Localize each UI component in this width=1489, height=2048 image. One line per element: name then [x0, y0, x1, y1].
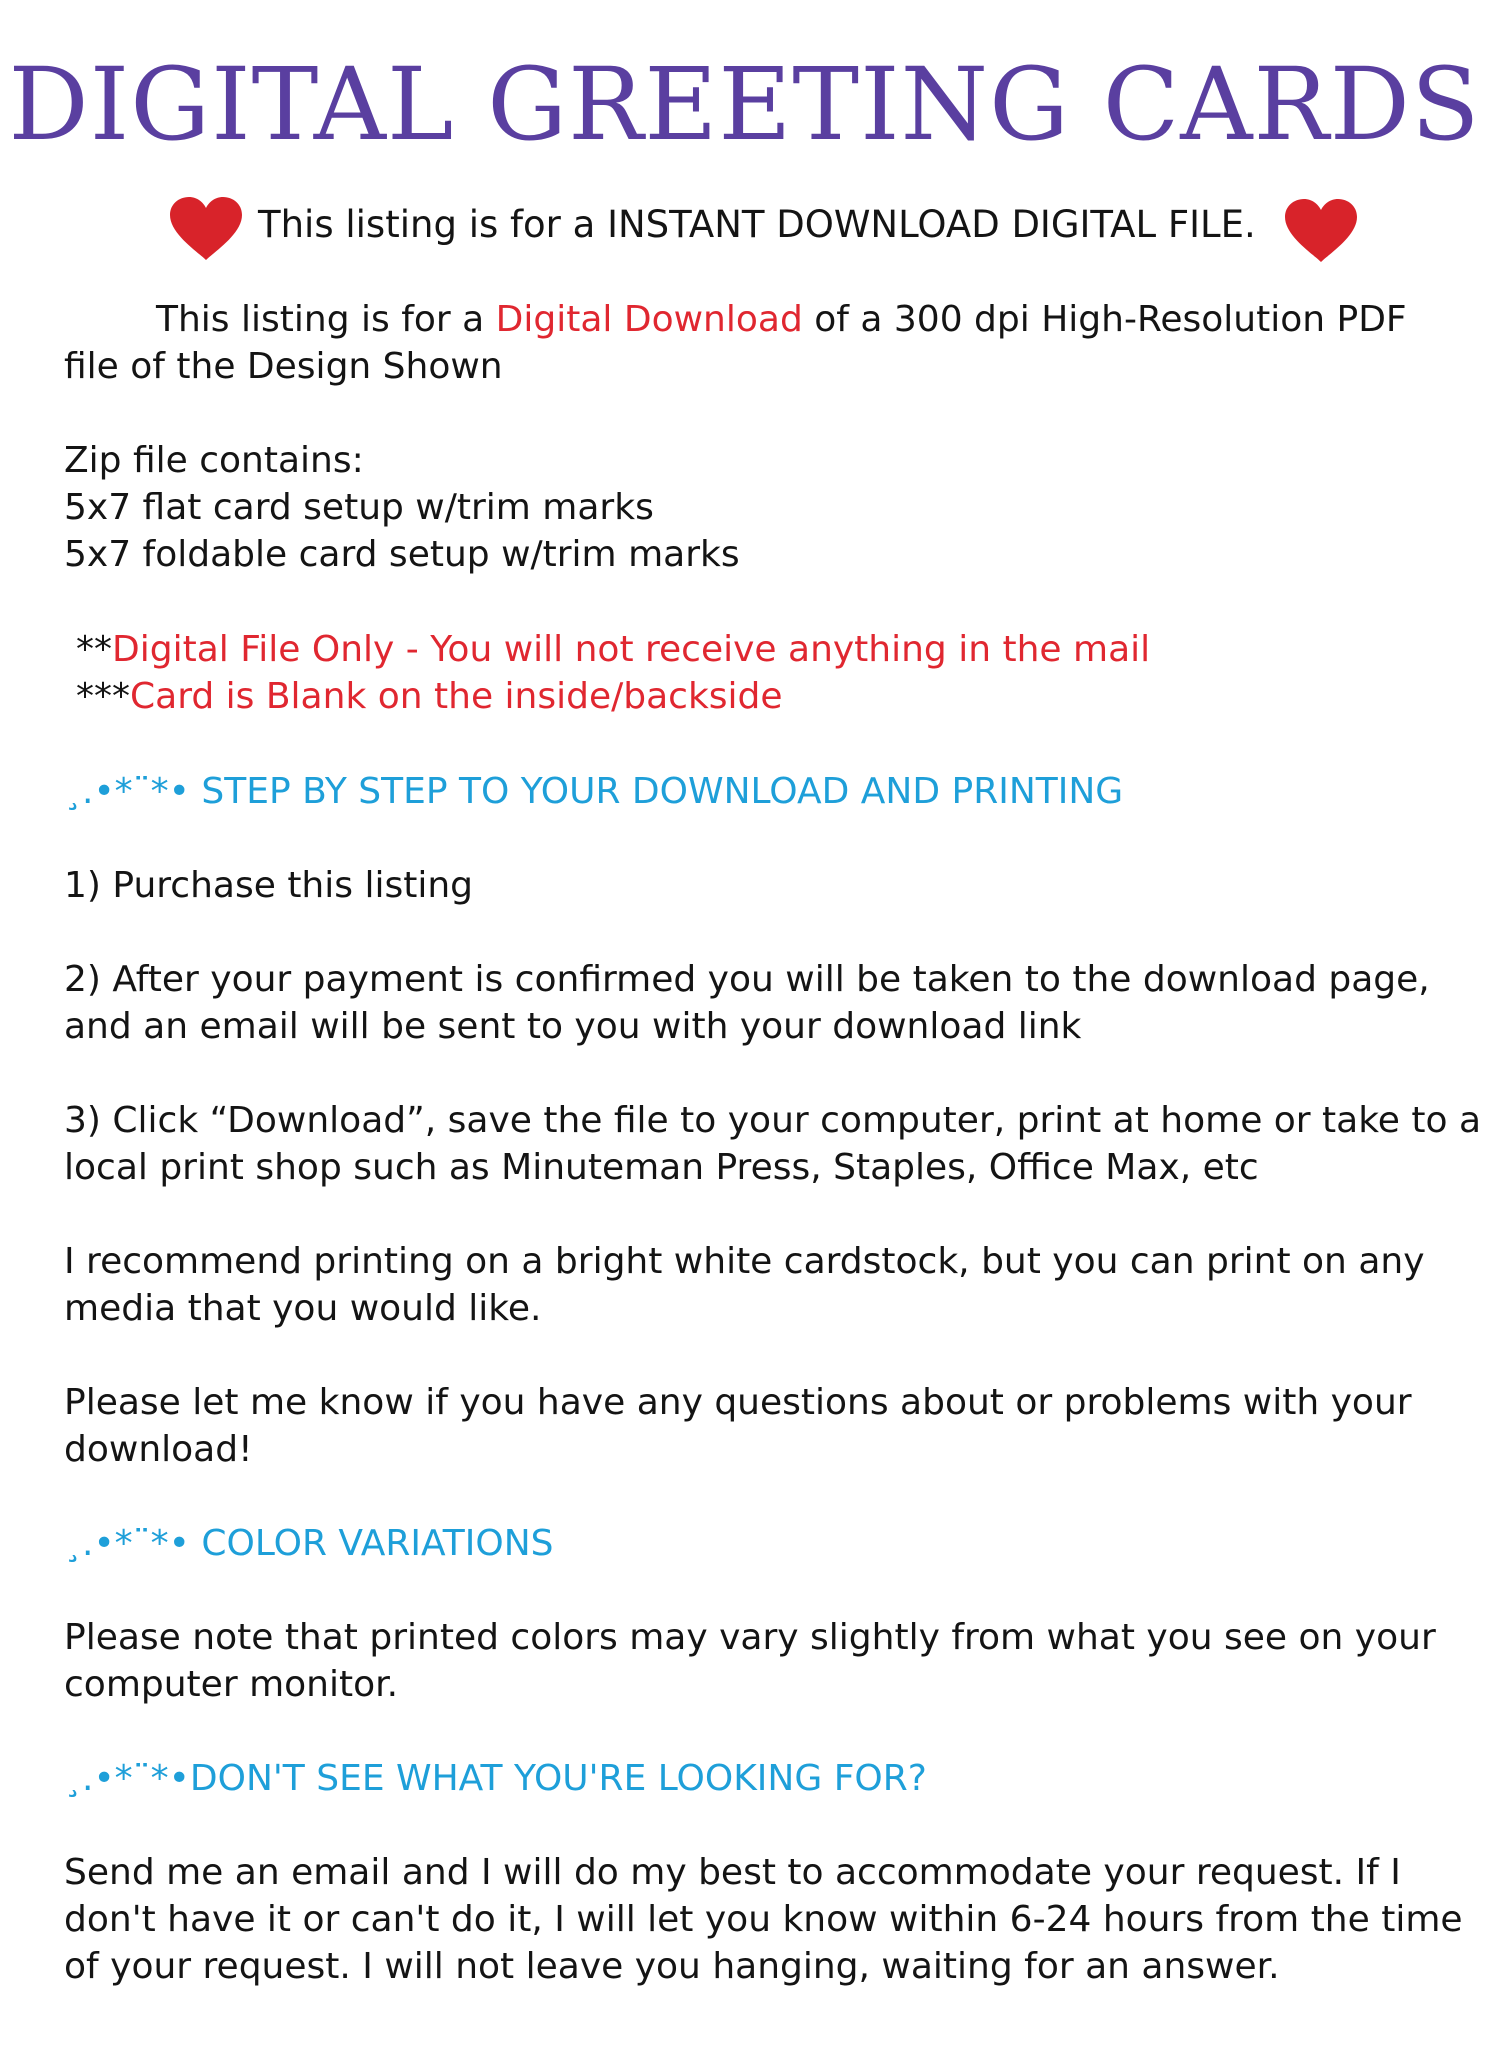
- zip-contents: [64, 437, 1444, 578]
- questions-line-2: download!: [64, 1429, 253, 1470]
- zip-item: 5x7 flat card setup w/trim marks: [64, 487, 654, 528]
- zip-item: 5x7 foldable card setup w/trim marks: [64, 534, 740, 575]
- note-stars: **: [76, 629, 112, 670]
- questions-note: [64, 1379, 1444, 1473]
- intro-suffix: of a 300 dpi High-Resolution PDF: [802, 299, 1407, 340]
- step-3-line-2: local print shop such as Minuteman Press, Staples, Office Max, etc: [64, 1147, 1259, 1188]
- step-1: [64, 862, 1444, 909]
- steps-heading-text: ¸.•*¨*• STEP BY STEP TO YOUR DOWNLOAD AND PRINTING: [64, 771, 1124, 812]
- instant-download-notice: [0, 190, 1489, 270]
- color-note: [64, 1614, 1444, 1708]
- heart-icon: [168, 196, 244, 262]
- request-heading: [64, 1755, 1444, 1802]
- notice-text: This listing is for a INSTANT DOWNLOAD DIGITAL FILE.: [258, 203, 1256, 246]
- color-note-line-2: computer monitor.: [64, 1664, 399, 1705]
- color-heading-text: ¸.•*¨*• COLOR VARIATIONS: [64, 1523, 554, 1564]
- questions-line-1: Please let me know if you have any questions about or problems with your: [64, 1382, 1412, 1423]
- intro-paragraph: [64, 296, 1444, 390]
- color-note-line-1: Please note that printed colors may vary slightly from what you see on your: [64, 1617, 1436, 1658]
- zip-heading: Zip file contains:: [64, 440, 364, 481]
- note-text: Digital File Only - You will not receive anything in the mail: [112, 629, 1151, 670]
- request-line-3: of your request. I will not leave you hanging, waiting for an answer.: [64, 1946, 1280, 1987]
- recommendation: [64, 1238, 1444, 1332]
- note-blank-inside: [64, 673, 1444, 720]
- intro-line-2: file of the Design Shown: [64, 346, 503, 387]
- steps-heading: [64, 768, 1444, 815]
- step-2: [64, 956, 1444, 1050]
- note-text: Card is Blank on the inside/backside: [130, 676, 783, 717]
- request-paragraph: [64, 1849, 1463, 1990]
- intro-prefix: This listing is for a: [156, 299, 496, 340]
- digital-download-highlight: Digital Download: [495, 299, 803, 340]
- step-1-text: 1) Purchase this listing: [64, 865, 473, 906]
- step-3: [64, 1097, 1482, 1191]
- notes: [64, 626, 1444, 720]
- page-title: DIGITAL GREETING CARDS: [8, 46, 1481, 163]
- step-2-line-1: 2) After your payment is confirmed you will be taken to the download page,: [64, 959, 1430, 1000]
- color-heading: [64, 1520, 1444, 1567]
- intro-line-1: [64, 296, 1444, 343]
- request-heading-text: ¸.•*¨*•DON'T SEE WHAT YOU'RE LOOKING FOR?: [64, 1758, 927, 1799]
- request-line-1: Send me an email and I will do my best to accommodate your request. If I: [64, 1852, 1401, 1893]
- note-digital-only: [64, 626, 1444, 673]
- step-3-line-1: 3) Click “Download”, save the file to your computer, print at home or take to a: [64, 1100, 1482, 1141]
- step-2-line-2: and an email will be sent to you with your download link: [64, 1006, 1082, 1047]
- recommend-line-1: I recommend printing on a bright white cardstock, but you can print on any: [64, 1241, 1425, 1282]
- heart-icon: [1283, 198, 1359, 264]
- request-line-2: don't have it or can't do it, I will let you know within 6-24 hours from the time: [64, 1899, 1463, 1940]
- note-stars: ***: [76, 676, 130, 717]
- recommend-line-2: media that you would like.: [64, 1288, 542, 1329]
